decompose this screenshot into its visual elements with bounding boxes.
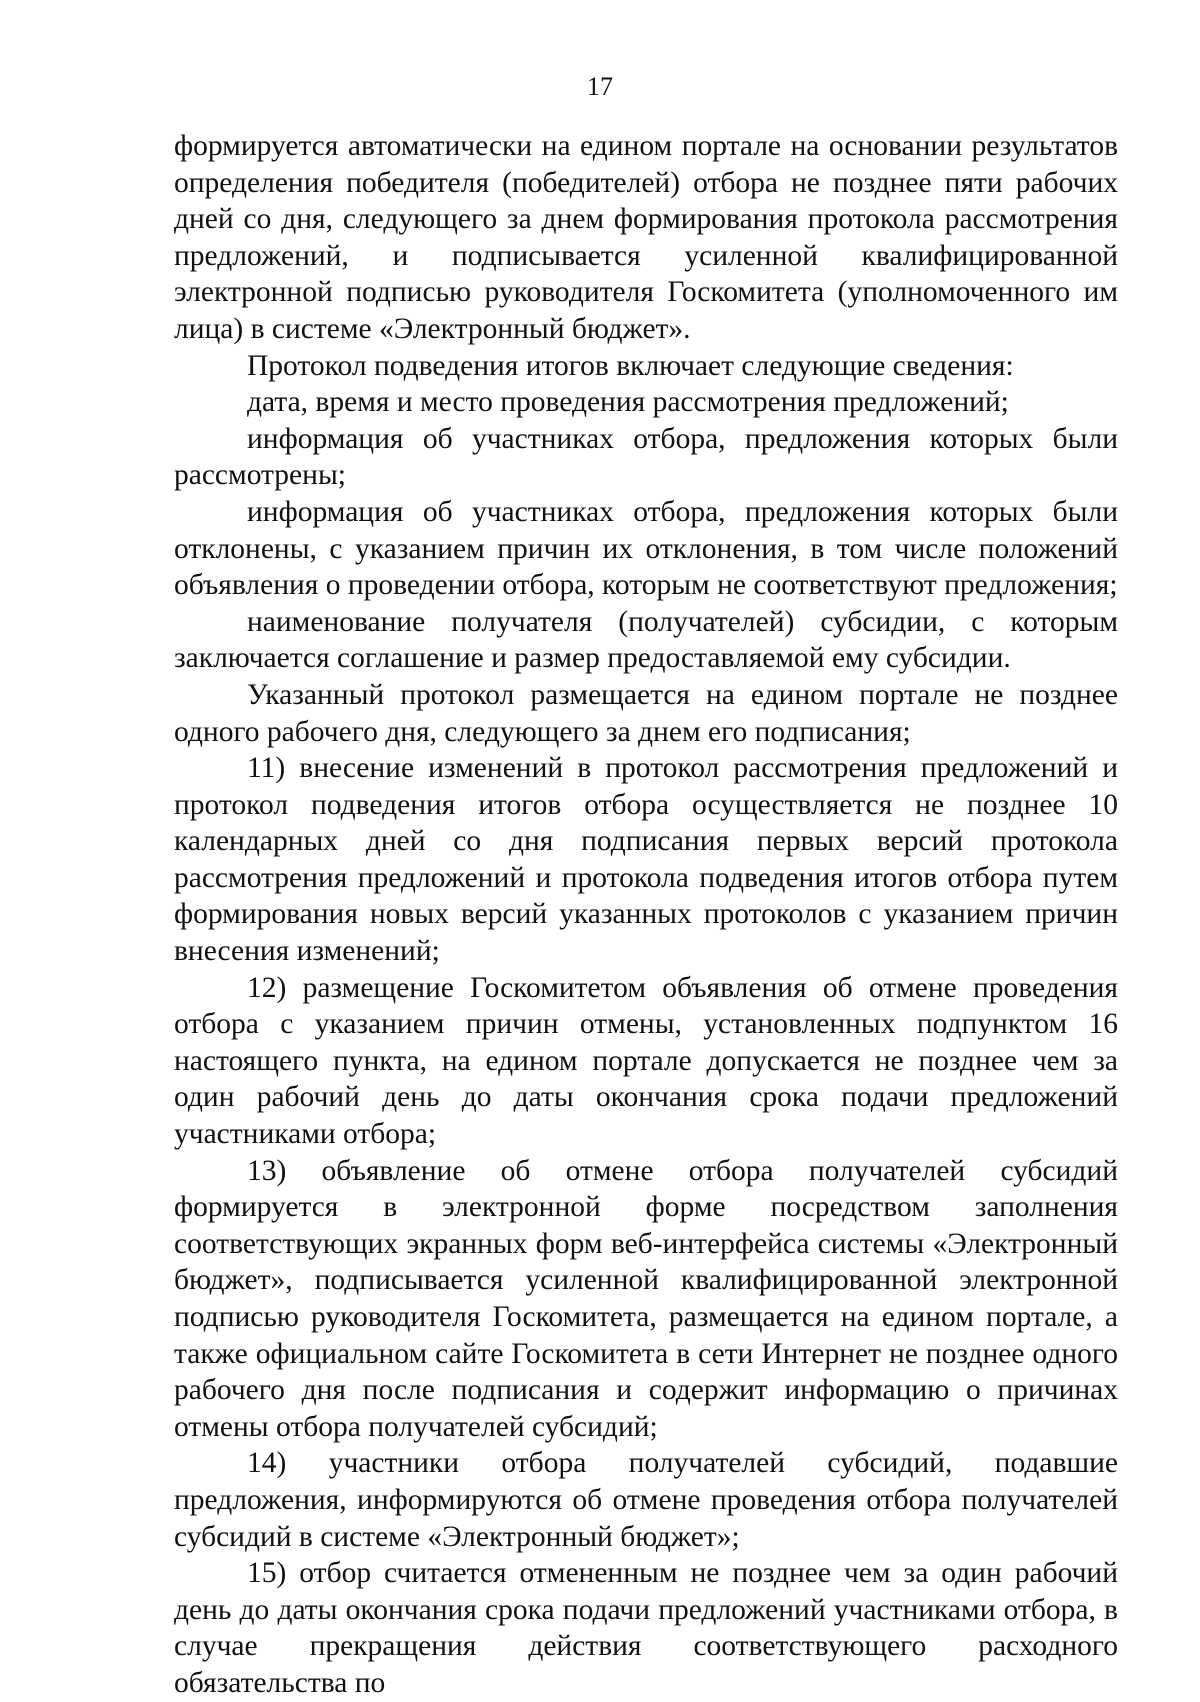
paragraph-item-13: 13) объявление об отмене отбора получателей субсидий формируется в электронной форме посредством заполнения соответствующих экранных форм веб-интерфейса системы «Электронный бюджет», подписывается усиленной квалифицированной электронной подписью руководителя Госкомитета, размещается на едином портале, а также официальном сайте Госкомитета в сети Интернет не позднее одного рабочего дня после подписания и содержит информацию о причинах отмены отбора получателей субсидий; — [174, 1154, 1118, 1443]
paragraph-protocol-intro: Протокол подведения итогов включает следующие сведения: — [247, 349, 1014, 382]
paragraph-reviewed-participants: информация об участниках отбора, предложения которых были рассмотрены; — [174, 422, 1118, 492]
paragraph-protocol-publication: Указанный протокол размещается на едином портале не позднее одного рабочего дня, следующего за днем его подписания; — [174, 678, 1118, 748]
paragraph-item-12: 12) размещение Госкомитетом объявления об отмене проведения отбора с указанием причин отмены, установленных подпунктом 16 настоящего пункта, на едином портале допускается не позднее чем за один рабочий день до даты окончания срока подачи предложений участниками отбора; — [174, 971, 1118, 1151]
paragraph-date-time-place: дата, время и место проведения рассмотрения предложений; — [247, 386, 1009, 419]
paragraph-item-14: 14) участники отбора получателей субсидий, подавшие предложения, информируются об отмене проведения отбора получателей субсидий в системе «Электронный бюджет»; — [174, 1447, 1118, 1553]
document-body — [174, 128, 1118, 1702]
paragraph-item-15: 15) отбор считается отмененным не позднее чем за один рабочий день до даты окончания срока подачи предложений участниками отбора, в случае прекращения действия соответствующего расходного обязательства по — [174, 1557, 1118, 1699]
paragraph-continuation: формируется автоматически на едином портале на основании результатов определения победителя (победителей) отбора не позднее пяти рабочих дней со дня, следующего за днем формирования протокола рассмотрения предложений, и подписывается усиленной квалифицированной электронной подписью руководителя Госкомитета (уполномоченного им лица) в системе «Электронный бюджет». — [174, 130, 1118, 345]
paragraph-rejected-participants: информация об участниках отбора, предложения которых были отклонены, с указанием причин их отклонения, в том числе положений объявления о проведении отбора, которым не соответствуют предложения; — [174, 495, 1118, 602]
paragraph-recipient-name: наименование получателя (получателей) субсидии, с которым заключается соглашение и размер предоставляемой ему субсидии. — [174, 605, 1118, 675]
paragraph-item-11: 11) внесение изменений в протокол рассмотрения предложений и протокол подведения итогов отбора осуществляется не позднее 10 календарных дней со дня подписания первых версий протокола рассмотрения предложений и протокола подведения итогов отбора путем формирования новых версий указанных протоколов с указанием причин внесения изменений; — [174, 752, 1118, 968]
page-number: 17 — [587, 72, 613, 101]
